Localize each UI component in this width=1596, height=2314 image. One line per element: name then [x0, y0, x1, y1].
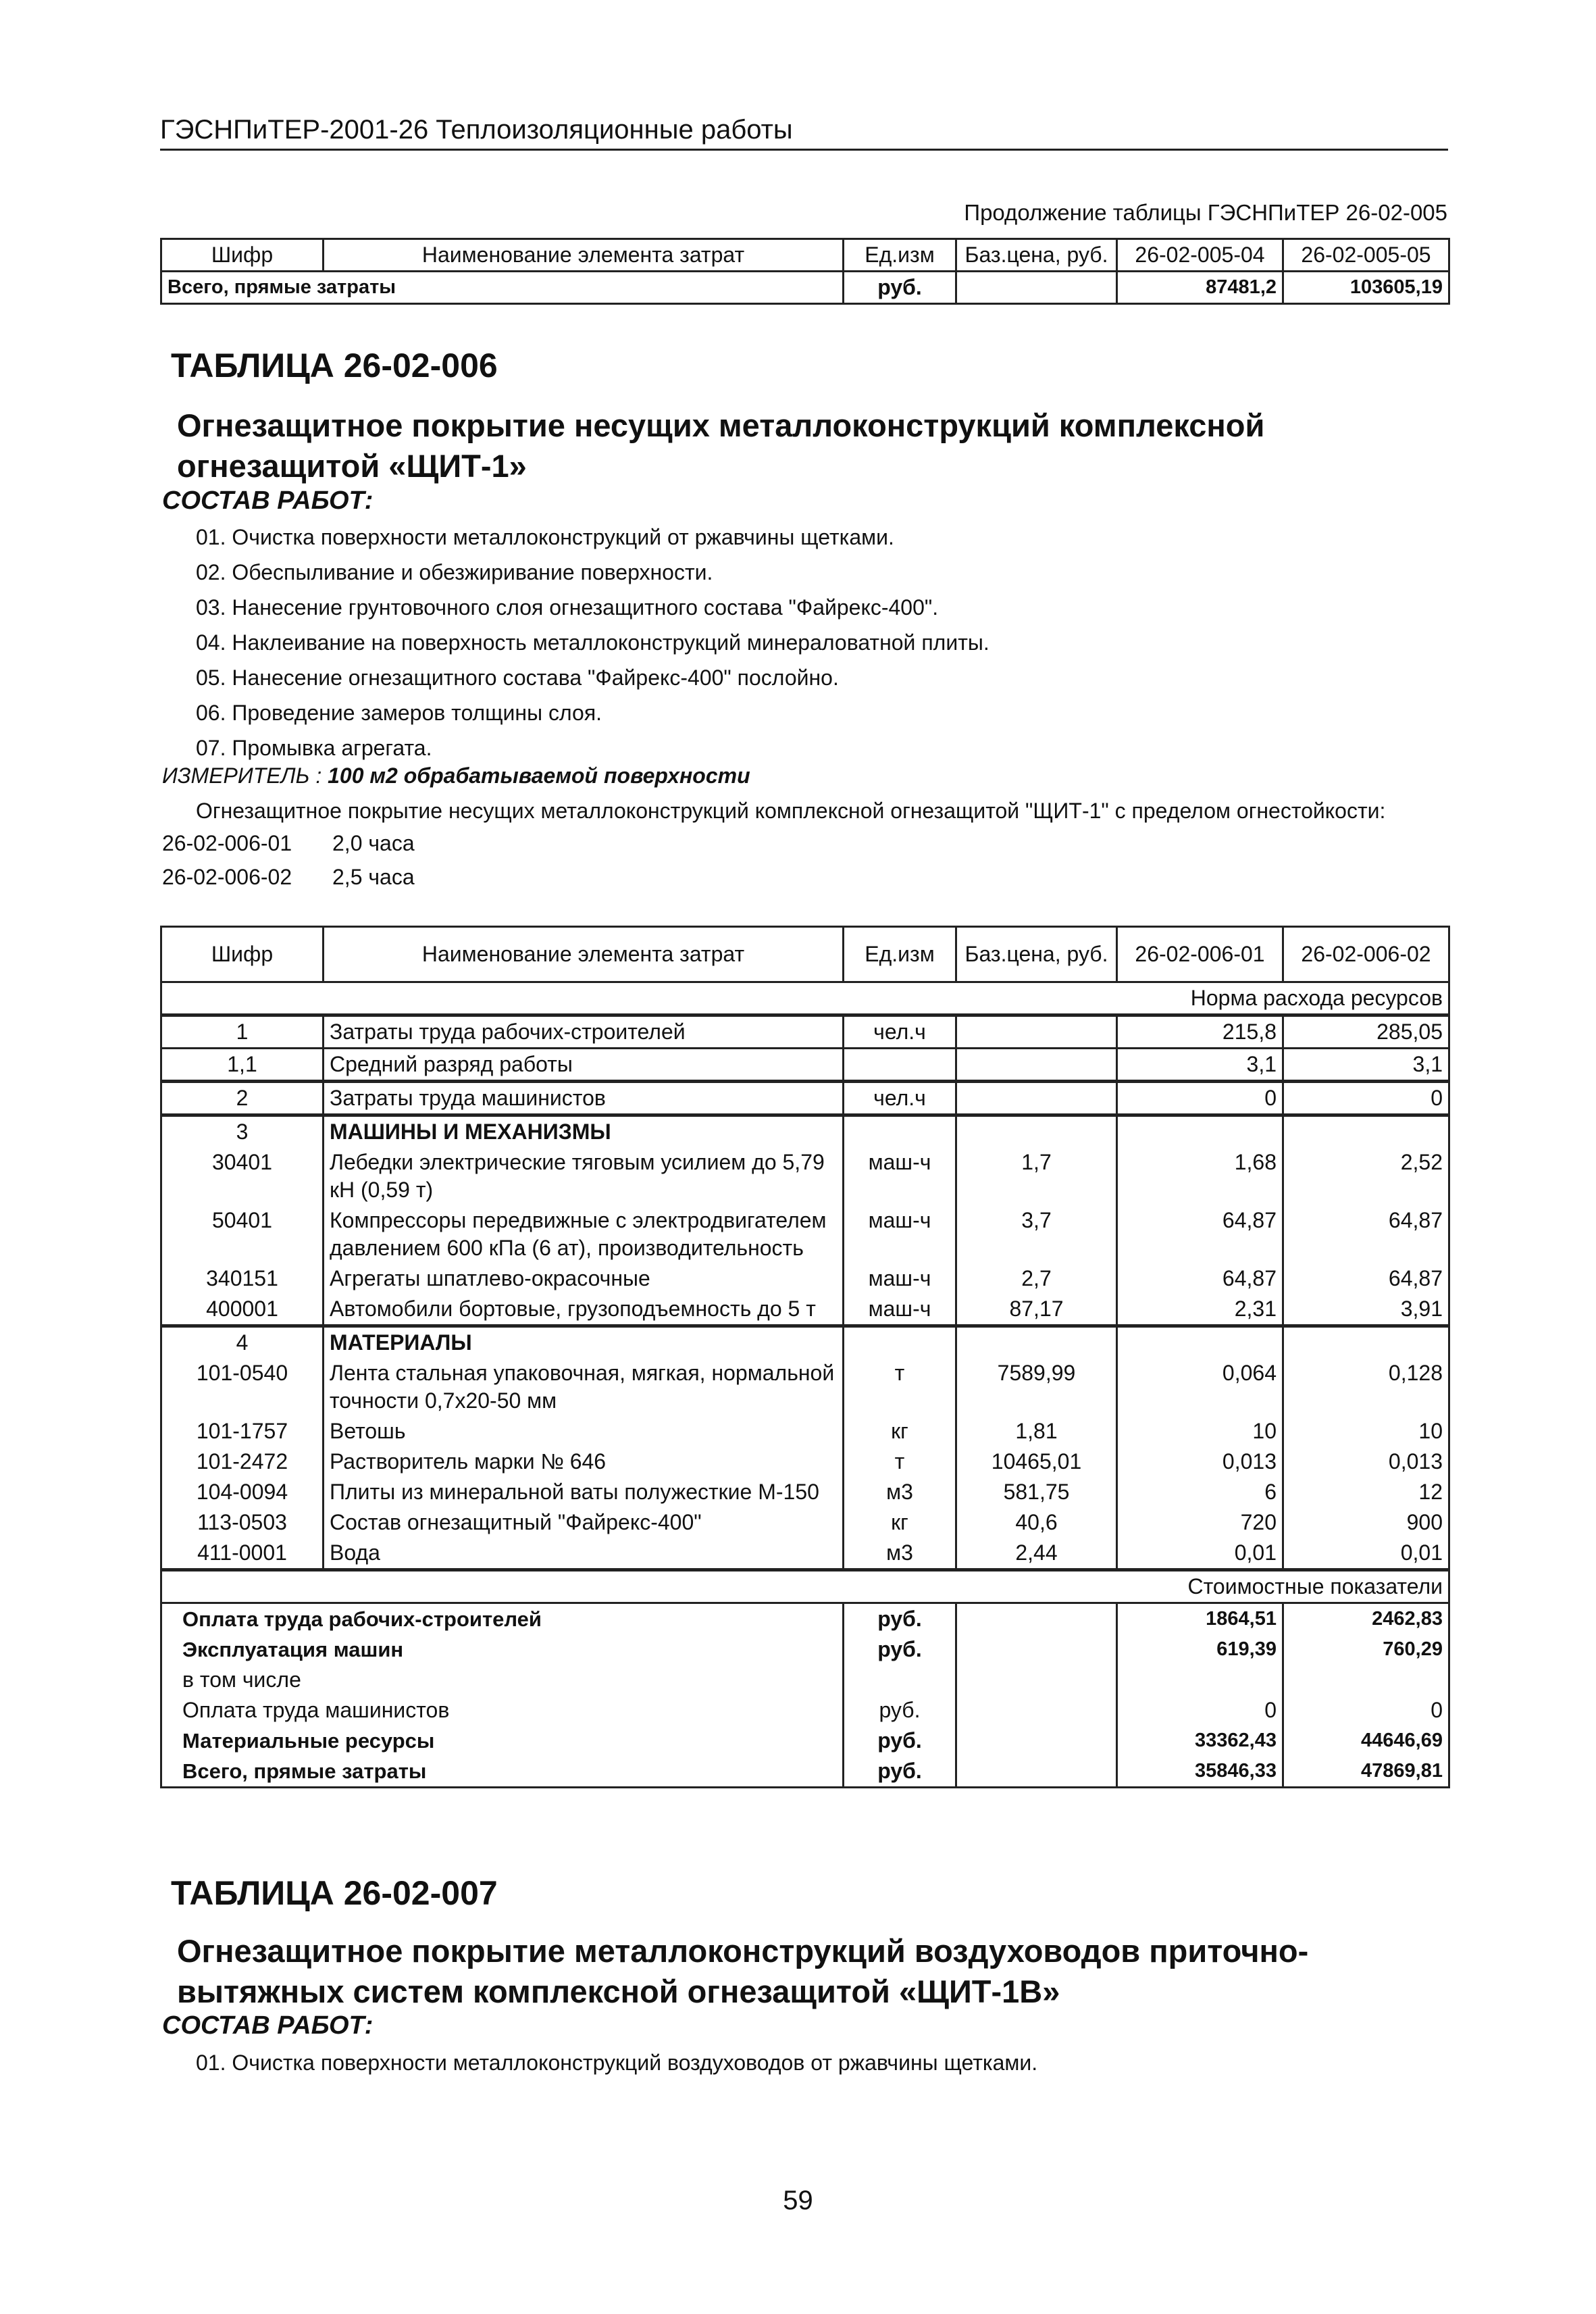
table-006-works-label: СОСТАВ РАБОТ:: [162, 486, 374, 515]
summary-name: Оплата труда машинистов: [161, 1695, 844, 1726]
row-price: [956, 1326, 1117, 1359]
row-price: [956, 1082, 1117, 1115]
table-row: [161, 1477, 1449, 1507]
table-row: [161, 1358, 1449, 1416]
summary-v2: 44646,69: [1283, 1726, 1449, 1756]
row-unit: т: [844, 1358, 956, 1416]
table-row: [161, 1507, 1449, 1538]
row-name: Автомобили бортовые, грузоподъемность до 5 т: [324, 1294, 844, 1326]
table-007-works-label: СОСТАВ РАБОТ:: [162, 2011, 374, 2040]
cost-label-row: [161, 1570, 1449, 1603]
meter-line: [162, 763, 750, 788]
summary-price: [956, 1756, 1117, 1788]
row-name: Лента стальная упаковочная, мягкая, нормальной точности 0,7х20-50 мм: [324, 1358, 844, 1416]
row-v1: 6: [1117, 1477, 1283, 1507]
table-row: [161, 1416, 1449, 1447]
row-v1: 215,8: [1117, 1015, 1283, 1049]
summary-unit: [844, 1665, 956, 1695]
row-name: МАТЕРИАЛЫ: [324, 1326, 844, 1359]
work-item: 06. Проведение замеров толщины слоя.: [196, 701, 602, 725]
summary-name: Материальные ресурсы: [161, 1726, 844, 1756]
summary-price: [956, 1634, 1117, 1665]
row-v1: 64,87: [1117, 1263, 1283, 1294]
row-name: Состав огнезащитный "Файрекс-400": [324, 1507, 844, 1538]
table-row: [161, 1263, 1449, 1294]
col-v2: 26-02-006-02: [1283, 927, 1449, 982]
row-v2: 0: [1283, 1082, 1449, 1115]
summary-row: [161, 1634, 1449, 1665]
row-v1: 720: [1117, 1507, 1283, 1538]
row-name: МАШИНЫ И МЕХАНИЗМЫ: [324, 1115, 844, 1148]
row-unit: чел.ч: [844, 1082, 956, 1115]
row-v1: [1117, 1115, 1283, 1148]
summary-v2: 0: [1283, 1695, 1449, 1726]
col-unit: Ед.изм: [844, 239, 956, 272]
col-name: Наименование элемента затрат: [324, 927, 844, 982]
page-number: 59: [783, 2186, 813, 2215]
col-code: Шифр: [161, 239, 324, 272]
total-v2: 103605,19: [1283, 272, 1449, 304]
table-006: [160, 926, 1450, 1788]
row-v1: 2,31: [1117, 1294, 1283, 1326]
col-v1: 26-02-006-01: [1117, 927, 1283, 982]
row-name: Лебедки электрические тяговым усилием до 5,79 кН (0,59 т): [324, 1147, 844, 1205]
row-unit: [844, 1115, 956, 1148]
row-price: [956, 1115, 1117, 1148]
running-header: ГЭСНПиТЕР-2001-26 Теплоизоляционные работы: [160, 114, 1448, 151]
row-v2: 0,01: [1283, 1538, 1449, 1570]
row-unit: м3: [844, 1477, 956, 1507]
row-v2: [1283, 1115, 1449, 1148]
row-price: 10465,01: [956, 1447, 1117, 1477]
summary-row: [161, 1603, 1449, 1635]
col-price: Баз.цена, руб.: [956, 927, 1117, 982]
row-v2: 3,91: [1283, 1294, 1449, 1326]
table-006-subtitle: Огнезащитное покрытие несущих металлоконструкций комплексной огнезащитой «ЩИТ-1»: [177, 407, 1265, 484]
row-name: Ветошь: [324, 1416, 844, 1447]
work-item: 05. Нанесение огнезащитного состава "Файрекс-400" послойно.: [196, 665, 839, 690]
row-code: 1,1: [161, 1049, 324, 1082]
row-name: Вода: [324, 1538, 844, 1570]
work-item: 03. Нанесение грунтовочного слоя огнезащитного состава "Файрекс-400".: [196, 595, 939, 620]
row-unit: чел.ч: [844, 1015, 956, 1049]
col-v1: 26-02-005-04: [1117, 239, 1283, 272]
summary-unit: руб.: [844, 1695, 956, 1726]
summary-price: [956, 1695, 1117, 1726]
meter-value: 100 м2 обрабатываемой поверхности: [328, 763, 750, 788]
row-name: Средний разряд работы: [324, 1049, 844, 1082]
row-v2: 3,1: [1283, 1049, 1449, 1082]
row-price: 581,75: [956, 1477, 1117, 1507]
row-v1: 0,064: [1117, 1358, 1283, 1416]
prev-table: [160, 238, 1450, 305]
summary-price: [956, 1665, 1117, 1695]
variant-code: 26-02-006-01: [162, 831, 292, 855]
row-unit: кг: [844, 1507, 956, 1538]
table-row: [161, 1147, 1449, 1205]
summary-v2: [1283, 1665, 1449, 1695]
table-006-title: ТАБЛИЦА 26-02-006: [171, 347, 498, 384]
summary-unit: руб.: [844, 1756, 956, 1788]
row-code: 411-0001: [161, 1538, 324, 1570]
summary-row: [161, 1756, 1449, 1788]
norm-label-row: [161, 982, 1449, 1015]
row-v2: 12: [1283, 1477, 1449, 1507]
row-name: Плиты из минеральной ваты полужесткие М-150: [324, 1477, 844, 1507]
row-v2: 64,87: [1283, 1205, 1449, 1263]
row-price: 1,81: [956, 1416, 1117, 1447]
row-unit: маш-ч: [844, 1294, 956, 1326]
row-code: 3: [161, 1115, 324, 1148]
variant-value: 2,5 часа: [332, 865, 415, 889]
row-price: 7589,99: [956, 1358, 1117, 1416]
row-price: 2,7: [956, 1263, 1117, 1294]
row-v1: 0,013: [1117, 1447, 1283, 1477]
summary-name: в том числе: [161, 1665, 844, 1695]
meter-label: ИЗМЕРИТЕЛЬ :: [162, 763, 322, 788]
work-item: 02. Обеспыливание и обезжиривание поверхности.: [196, 560, 713, 584]
row-v1: 0,01: [1117, 1538, 1283, 1570]
row-name: Затраты труда машинистов: [324, 1082, 844, 1115]
row-unit: [844, 1049, 956, 1082]
row-name: Затраты труда рабочих-строителей: [324, 1015, 844, 1049]
col-v2: 26-02-005-05: [1283, 239, 1449, 272]
row-name: Агрегаты шпатлево-окрасочные: [324, 1263, 844, 1294]
table-row: [161, 1294, 1449, 1326]
summary-price: [956, 1603, 1117, 1635]
table-row: [161, 1447, 1449, 1477]
summary-name: Оплата труда рабочих-строителей: [161, 1603, 844, 1635]
row-code: 1: [161, 1015, 324, 1049]
table-007-title: ТАБЛИЦА 26-02-007: [171, 1874, 498, 1912]
row-v2: 285,05: [1283, 1015, 1449, 1049]
work-item: 07. Промывка агрегата.: [196, 736, 432, 760]
table-row: [161, 1082, 1449, 1115]
row-v2: 900: [1283, 1507, 1449, 1538]
col-code: Шифр: [161, 927, 324, 982]
col-unit: Ед.изм: [844, 927, 956, 982]
continuation-label: Продолжение таблицы ГЭСНПиТЕР 26-02-005: [964, 200, 1447, 225]
work-item: 01. Очистка поверхности металлоконструкций воздуховодов от ржавчины щетками.: [196, 2051, 1038, 2075]
table-row: [161, 1538, 1449, 1570]
table-row: [161, 1015, 1449, 1049]
row-price: 40,6: [956, 1507, 1117, 1538]
row-v2: 10: [1283, 1416, 1449, 1447]
row-unit: [844, 1326, 956, 1359]
section-row-machines: [161, 1115, 1449, 1148]
summary-row: [161, 1665, 1449, 1695]
row-code: 4: [161, 1326, 324, 1359]
variant-code: 26-02-006-02: [162, 865, 292, 889]
row-code: 101-2472: [161, 1447, 324, 1477]
work-item: 04. Наклеивание на поверхность металлоконструкций минераловатной плиты.: [196, 630, 989, 655]
summary-price: [956, 1726, 1117, 1756]
prev-table-header: [161, 239, 1449, 272]
row-code: 101-1757: [161, 1416, 324, 1447]
row-v1: 3,1: [1117, 1049, 1283, 1082]
row-unit: маш-ч: [844, 1263, 956, 1294]
section-row-materials: [161, 1326, 1449, 1359]
prev-table-total-row: [161, 272, 1449, 304]
total-unit: руб.: [844, 272, 956, 304]
row-v1: [1117, 1326, 1283, 1359]
row-v1: 10: [1117, 1416, 1283, 1447]
row-code: 113-0503: [161, 1507, 324, 1538]
summary-v2: 47869,81: [1283, 1756, 1449, 1788]
row-v1: 0: [1117, 1082, 1283, 1115]
col-price: Баз.цена, руб.: [956, 239, 1117, 272]
summary-v1: 35846,33: [1117, 1756, 1283, 1788]
row-price: 2,44: [956, 1538, 1117, 1570]
row-code: 30401: [161, 1147, 324, 1205]
summary-name: Эксплуатация машин: [161, 1634, 844, 1665]
table-row: [161, 1205, 1449, 1263]
summary-unit: руб.: [844, 1603, 956, 1635]
row-price: 3,7: [956, 1205, 1117, 1263]
row-name: Растворитель марки № 646: [324, 1447, 844, 1477]
variant-row: [162, 865, 415, 890]
summary-v2: 760,29: [1283, 1634, 1449, 1665]
cost-label: Стоимостные показатели: [161, 1570, 1449, 1603]
row-code: 50401: [161, 1205, 324, 1263]
summary-v2: 2462,83: [1283, 1603, 1449, 1635]
variant-row: [162, 831, 415, 856]
col-name: Наименование элемента затрат: [324, 239, 844, 272]
summary-name: Всего, прямые затраты: [161, 1756, 844, 1788]
row-code: 104-0094: [161, 1477, 324, 1507]
variant-value: 2,0 часа: [332, 831, 415, 855]
row-price: [956, 1015, 1117, 1049]
total-price: [956, 272, 1117, 304]
summary-unit: руб.: [844, 1634, 956, 1665]
row-v1: 1,68: [1117, 1147, 1283, 1205]
row-price: 1,7: [956, 1147, 1117, 1205]
row-unit: т: [844, 1447, 956, 1477]
row-unit: м3: [844, 1538, 956, 1570]
row-unit: маш-ч: [844, 1205, 956, 1263]
summary-v1: [1117, 1665, 1283, 1695]
row-code: 340151: [161, 1263, 324, 1294]
table-006-header: [161, 927, 1449, 982]
row-v2: 2,52: [1283, 1147, 1449, 1205]
summary-unit: руб.: [844, 1726, 956, 1756]
summary-v1: 619,39: [1117, 1634, 1283, 1665]
total-v1: 87481,2: [1117, 272, 1283, 304]
row-code: 400001: [161, 1294, 324, 1326]
summary-v1: 1864,51: [1117, 1603, 1283, 1635]
summary-v1: 0: [1117, 1695, 1283, 1726]
row-v2: 0,013: [1283, 1447, 1449, 1477]
fire-resistance-note: Огнезащитное покрытие несущих металлоконструкций комплексной огнезащитой "ЩИТ-1" с пределом огнестойкости:: [196, 799, 1386, 823]
row-v2: 64,87: [1283, 1263, 1449, 1294]
summary-row: [161, 1726, 1449, 1756]
row-v1: 64,87: [1117, 1205, 1283, 1263]
summary-row: [161, 1695, 1449, 1726]
total-label: Всего, прямые затраты: [161, 272, 844, 304]
row-code: 101-0540: [161, 1358, 324, 1416]
row-unit: маш-ч: [844, 1147, 956, 1205]
row-price: 87,17: [956, 1294, 1117, 1326]
table-007-subtitle: Огнезащитное покрытие металлоконструкций воздуховодов приточно-вытяжных систем комплексной огнезащитой «ЩИТ-1В»: [177, 1933, 1309, 2009]
row-price: [956, 1049, 1117, 1082]
table-row: [161, 1049, 1449, 1082]
work-item: 01. Очистка поверхности металлоконструкций от ржавчины щетками.: [196, 525, 894, 549]
norm-label: Норма расхода ресурсов: [161, 982, 1449, 1015]
row-v2: [1283, 1326, 1449, 1359]
row-name: Компрессоры передвижные с электродвигателем давлением 600 кПа (6 ат), производительность: [324, 1205, 844, 1263]
row-unit: кг: [844, 1416, 956, 1447]
row-v2: 0,128: [1283, 1358, 1449, 1416]
row-code: 2: [161, 1082, 324, 1115]
summary-v1: 33362,43: [1117, 1726, 1283, 1756]
